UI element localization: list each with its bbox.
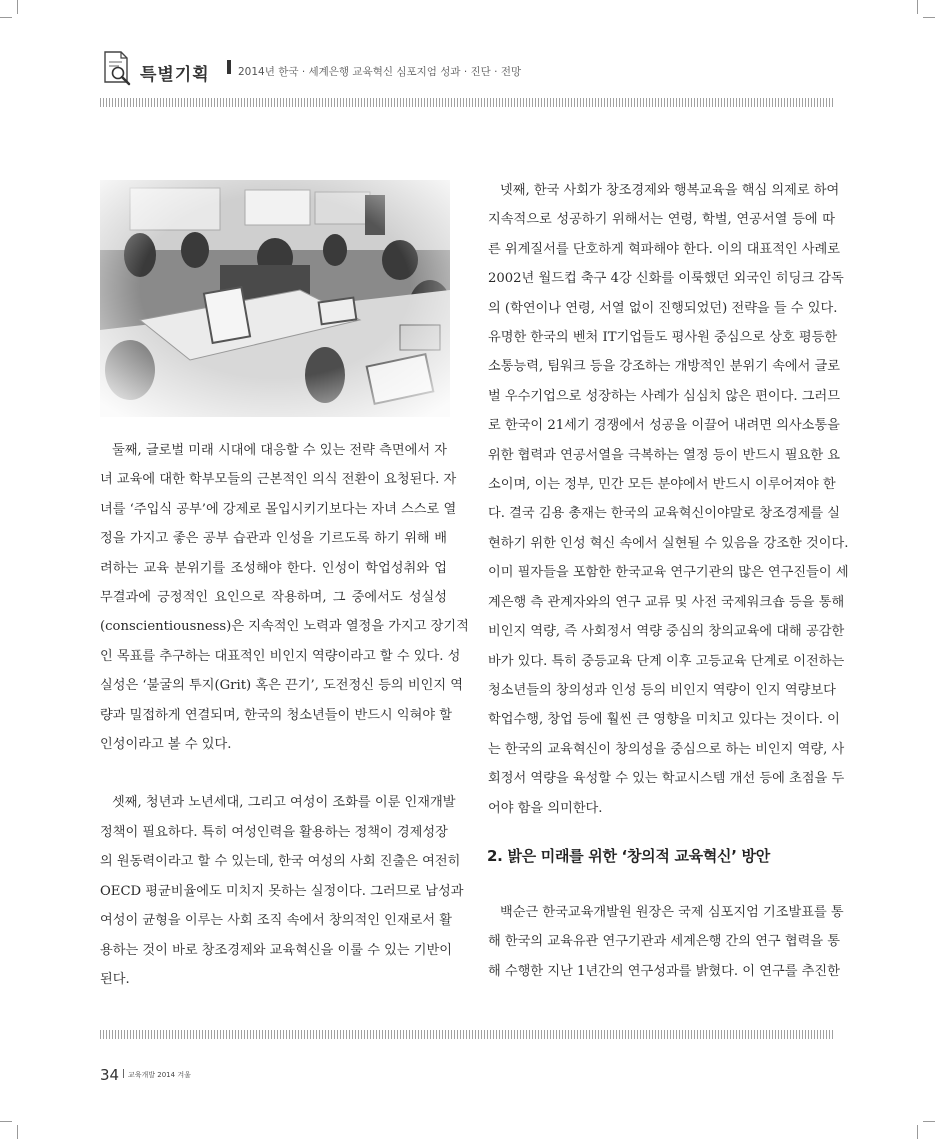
- text-line: 이미 필자들을 포함한 한국교육 연구기관의 많은 연구진들이 세: [488, 565, 849, 581]
- footer-divider: [123, 1069, 124, 1078]
- document-search-icon: [102, 50, 132, 86]
- crop-mark: [0, 17, 12, 18]
- title-divider: [227, 60, 231, 74]
- text-line: (conscientiousness)은 지속적인 노력과 열정을 가지고 장기적: [100, 619, 469, 635]
- header-subtitle: 2014년 한국 · 세계은행 교육혁신 심포지엄 성과 · 진단 · 전망: [238, 66, 522, 78]
- text-line: 정책이 필요하다. 특히 여성인력을 활용하는 정책이 경제성장: [100, 824, 448, 840]
- page-header: [100, 50, 835, 90]
- text-line: 유명한 한국의 벤처 IT기업들도 평사원 중심으로 상호 평등한: [488, 330, 838, 346]
- text-line: 른 위계질서를 단호하게 혁파해야 한다. 이의 대표적인 사례로: [488, 241, 841, 257]
- text-line: 여성이 균형을 이루는 사회 조직 속에서 창의적인 인재로서 활: [100, 913, 453, 929]
- text-line: 셋째, 청년과 노년세대, 그리고 여성이 조화를 이룬 인재개발: [112, 795, 456, 811]
- text-line: 넷째, 한국 사회가 창조경제와 행복교육을 핵심 의제로 하여: [500, 183, 840, 198]
- text-line: 용하는 것이 바로 창조경제와 교육혁신을 이룰 수 있는 기반이: [100, 942, 453, 958]
- text-line: 려하는 교육 분위기를 조성해야 한다. 인성이 학업성취와 업: [100, 560, 447, 576]
- journal-name: 교육개발 2014 겨울: [128, 1071, 191, 1079]
- text-line: 해 한국의 교육유관 연구기관과 세계은행 간의 연구 협력을 통: [488, 934, 841, 950]
- text-line: 인 목표를 추구하는 대표적인 비인지 역량이라고 할 수 있다. 성: [100, 648, 461, 664]
- text-line: 바가 있다. 특히 중등교육 단계 이후 고등교육 단계로 이전하는: [488, 653, 845, 669]
- classroom-photo: [100, 180, 450, 417]
- text-line: 된다.: [100, 971, 130, 987]
- crop-mark: [917, 0, 918, 14]
- text-line: 실성은 ‘불굴의 투지(Grit) 혹은 끈기’, 도전정신 등의 비인지 역: [100, 678, 464, 694]
- text-line: OECD 평균비율에도 미치지 못하는 실정이다. 그러므로 남성과: [100, 883, 464, 899]
- left-column: [100, 436, 469, 994]
- text-line: 2002년 월드컵 축구 4강 신화를 이룩했던 외국인 히딩크 감독: [488, 271, 844, 287]
- text-line: 소통능력, 팀워크 등을 강조하는 개방적인 분위기 속에서 글로: [488, 359, 841, 375]
- text-line: 현하기 위한 인성 혁신 속에서 실현될 수 있음을 강조한 것이다.: [488, 535, 849, 551]
- text-line: 인성이라고 볼 수 있다.: [100, 737, 232, 753]
- left-paragraph-1: [100, 436, 469, 759]
- right-paragraph-1: [488, 176, 849, 823]
- text-line: 위한 협력과 연공서열을 극복하는 열정 등이 반드시 필요한 요: [488, 447, 841, 463]
- text-line: 비인지 역량, 즉 사회정서 역량 중심의 창의교육에 대해 공감한: [488, 624, 845, 640]
- crop-mark: [17, 0, 18, 14]
- header-stripe: [100, 98, 835, 107]
- crop-mark: [923, 17, 935, 18]
- section-heading: 2. 밝은 미래를 위한 ‘창의적 교육혁신’ 방안: [487, 847, 770, 865]
- text-line: 둘째, 글로벌 미래 시대에 대응할 수 있는 전략 측면에서 자: [112, 443, 447, 458]
- text-line: 어야 함을 의미한다.: [488, 800, 603, 816]
- text-line: 벌 우수기업으로 성장하는 사례가 심심치 않은 편이다. 그러므: [488, 388, 841, 404]
- right-paragraph-2: [488, 898, 844, 986]
- crop-mark: [17, 1125, 18, 1139]
- text-line: 계은행 측 관계자와의 연구 교류 및 사전 국제워크숍 등을 통해: [488, 594, 845, 610]
- text-line: 해 수행한 지난 1년간의 연구성과를 밝혔다. 이 연구를 추진한: [488, 963, 840, 979]
- right-column-continued: [488, 898, 844, 986]
- section-title: 특별기획: [140, 65, 210, 85]
- crop-mark: [923, 1121, 935, 1122]
- page-number: 34: [100, 1066, 120, 1084]
- text-line: 의 (학연이나 연령, 서열 없이 진행되었던) 전략을 들 수 있다.: [488, 300, 838, 316]
- left-paragraph-2: [100, 788, 464, 994]
- text-line: 지속적으로 성공하기 위해서는 연령, 학벌, 연공서열 등에 따: [488, 212, 835, 228]
- text-line: 소이며, 이는 정부, 민간 모든 분야에서 반드시 이루어져야 한: [488, 477, 836, 493]
- footer-stripe: [100, 1030, 835, 1039]
- text-line: 량과 밀접하게 연결되며, 한국의 청소년들이 반드시 익혀야 할: [100, 707, 453, 723]
- text-line: 는 한국의 교육혁신이 창의성을 중심으로 하는 비인지 역량, 사: [488, 741, 845, 757]
- text-line: 의 원동력이라고 할 수 있는데, 한국 여성의 사회 진출은 여전히: [100, 854, 461, 870]
- text-line: 다. 결국 김용 총재는 한국의 교육혁신이야말로 창조경제를 실: [488, 506, 841, 522]
- text-line: 회정서 역량을 육성할 수 있는 학교시스템 개선 등에 초점을 두: [488, 771, 845, 787]
- text-line: 학업수행, 창업 등에 훨씬 큰 영향을 미치고 있다는 것이다. 이: [488, 712, 840, 728]
- text-line: 녀 교육에 대한 학부모들의 근본적인 의식 전환이 요청된다. 자: [100, 472, 457, 488]
- text-line: 청소년들의 창의성과 인성 등의 비인지 역량이 인지 역량보다: [488, 682, 836, 698]
- text-line: 정을 가지고 좋은 공부 습관과 인성을 기르도록 하기 위해 배: [100, 531, 447, 547]
- text-line: 무결과에 긍정적인 요인으로 작용하며, 그 중에서도 성실성: [100, 590, 447, 606]
- crop-mark: [0, 1121, 12, 1122]
- crop-mark: [917, 1125, 918, 1139]
- right-column: [488, 176, 849, 823]
- text-line: 로 한국이 21세기 경쟁에서 성공을 이끌어 내려면 의사소통을: [488, 418, 840, 434]
- text-line: 녀를 ‘주입식 공부’에 강제로 몰입시키기보다는 자녀 스스로 열: [100, 501, 457, 517]
- text-line: 백순근 한국교육개발원 원장은 국제 심포지엄 기조발표를 통: [500, 905, 844, 920]
